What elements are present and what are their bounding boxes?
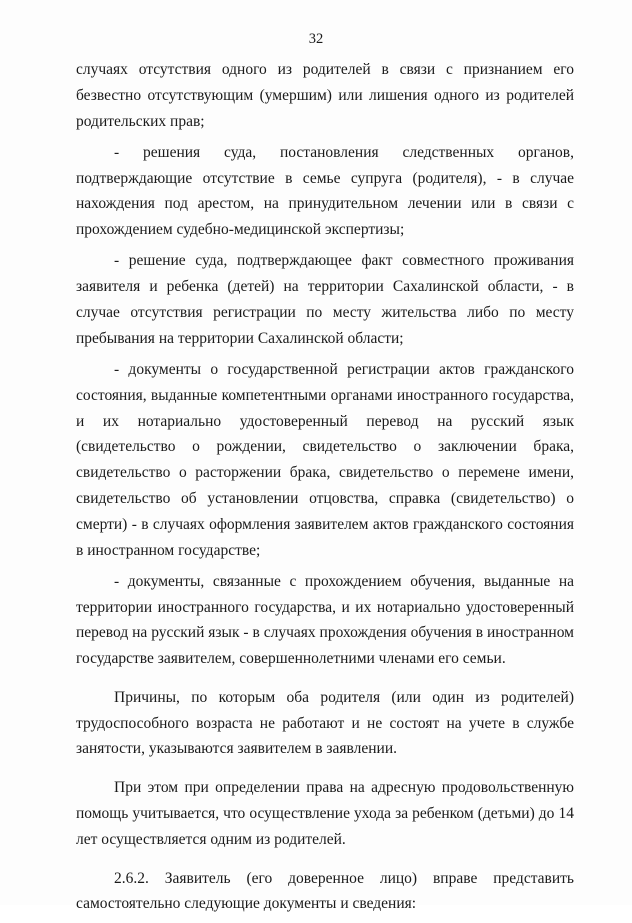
paragraph-unemployment-reasons: Причины, по которым оба родителя (или один из родителей) трудоспособного возраста не работают и не состоят на учете в службе занятости, указываются заявителем в заявлении. — [76, 688, 574, 758]
document-body — [76, 57, 574, 923]
paragraph-cohabitation-decision: - решение суда, подтверждающее факт совместного проживания заявителя и ребенка (детей) на территории Сахалинской области, - в случае отсутствия регистрации по месту жительства либо по месту пребывания на территории Сахалинской области; — [76, 252, 574, 347]
paragraph-court-decisions: - решения суда, постановления следственных органов, подтверждающие отсутствие в семье супруга (родителя), - в случае нахождения под арестом, на принудительном лечении или в связи с прохождением судебно-медицинской экспертизы; — [76, 143, 574, 239]
paragraph-2-6-2: 2.6.2. Заявитель (его доверенное лицо) вправе представить самостоятельно следующие документы и сведения: — [76, 869, 574, 913]
page-number: 32 — [308, 31, 324, 47]
paragraph-foreign-education: - документы, связанные с прохождением обучения, выданные на территории иностранного государства, и их нотариально удостоверенный перевод на русский язык - в случаях прохождения обучения в иностранном государстве заявителем, совершеннолетними членами его семьи. — [76, 572, 574, 668]
paragraph-childcare: При этом при определении права на адресную продовольственную помощь учитывается, что осуществление ухода за ребенком (детьми) до 14 лет осуществляется одним из родителей. — [76, 779, 574, 848]
paragraph-foreign-civil-registration: - документы о государственной регистрации актов гражданского состояния, выданные компетентными органами иностранного государства, и их нотариально удостоверенный перевод на русский язык (свидетельство о рождении, свидетельство о заключении брака, свидетельство о расторжении брака, свидетельство о перемене имени, свидетельство об установлении отцовства, справка (свидетельство) о смерти) - в случаях оформления заявителем актов гражданского состояния в иностранном государстве; — [76, 360, 574, 559]
paragraph-continuation: случаях отсутствия одного из родителей в связи с признанием его безвестно отсутствующим (умершим) или лишения одного из родителей родительских прав; — [76, 61, 574, 130]
